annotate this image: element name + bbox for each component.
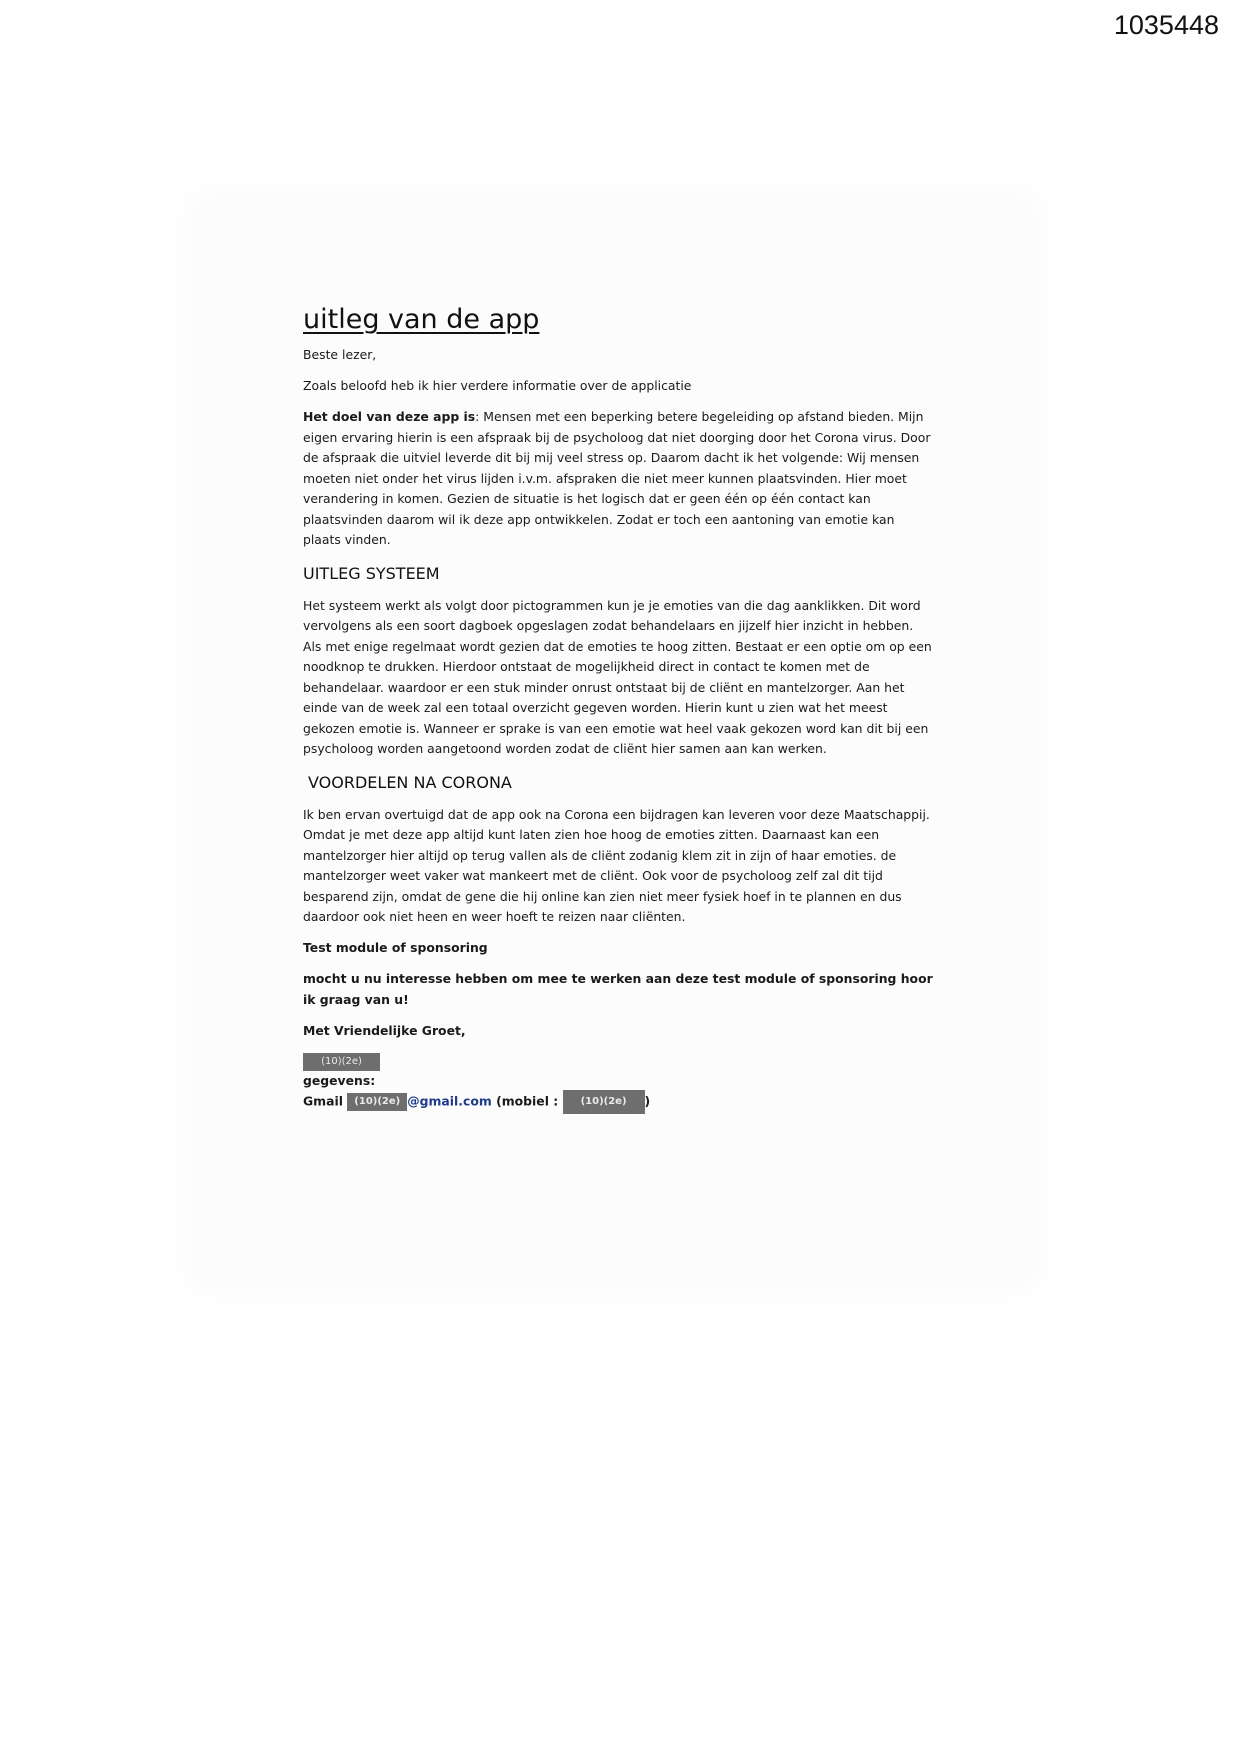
mobile-close: ) <box>644 1093 651 1109</box>
redacted-phone: (10)(2e) <box>563 1090 645 1114</box>
intro-paragraph: Zoals beloofd heb ik hier verdere informatie over de applicatie <box>303 378 692 393</box>
email-domain: @gmail.com <box>407 1093 492 1109</box>
redacted-name: (10)(2e) <box>303 1053 380 1071</box>
goal-text: : Mensen met een beperking betere begeleiding op afstand bieden. Mijn eigen ervaring hierin is een afspraak bij de psycholoog dat niet doorging door het Corona virus. Door de afspraak die uitviel leverde dit bij mij veel stress op. Daarom dacht ik het volgende: Wij mensen moeten niet onder het virus lijden i.v.m. afspraken die niet meer kunnen plaatsvinden. Hier moet verandering in komen. Gezien de situatie is het logisch dat er geen één op één contact kan plaatsvinden daarom wil ik deze app ontwikkelen. Zodat er toch een aantoning van emotie kan plaats vinden. <box>303 409 931 547</box>
goal-paragraph <box>303 407 935 551</box>
greeting: Beste lezer, <box>303 347 377 362</box>
letter-title: uitleg van de app <box>303 304 540 335</box>
signature-block <box>303 1052 935 1115</box>
sponsor-heading: Test module of sponsoring <box>303 940 488 955</box>
section-heading-benefits: VOORDELEN NA CORONA <box>308 772 512 792</box>
section-heading-system: UITLEG SYSTEEM <box>303 563 440 583</box>
mobile-label: (mobiel : <box>491 1093 563 1109</box>
sponsor-paragraph: mocht u nu interesse hebben om mee te werken aan deze test module of sponsoring hoor ik graag van u! <box>303 971 933 1007</box>
letter-content <box>303 302 935 1114</box>
system-paragraph: Het systeem werkt als volgt door pictogrammen kun je je emoties van die dag aanklikken. Dit word vervolgens als een soort dagboek opgeslagen zodat behandelaars en jijzelf hier inzicht in hebben. Als met enige regelmaat wordt gezien dat de emoties te hoog zitten. Bestaat er een optie om op een noodknop te drukken. Hierdoor ontstaat de mogelijkheid direct in contact te komen met de behandelaar. waardoor er een stuk minder onrust ontstaat bij de cliënt en mantelzorger. Aan het einde van de week zal een totaal overzicht gegeven worden. Hierin kunt u zien wat het meest gekozen emotie is. Wanneer er sprake is van een emotie wat heel vaak gekozen word kan dit bij een psycholoog worden aangetoond worden zodat de cliënt hier samen aan kan werken. <box>303 597 932 756</box>
benefits-paragraph: Ik ben ervan overtuigd dat de app ook na Corona een bijdragen kan leveren voor deze Maatschappij. Omdat je met deze app altijd kunt laten zien hoe hoog de emoties zitten. Daarnaast kan een mantelzorger hier altijd op terug vallen als de cliënt zodanig klem zit in zijn of haar emoties. de mantelzorger weet vaker wat mankeert met de cliënt. Ook voor de psycholoog zelf zal dit tijd besparend zijn, omdat de gene die hij online kan zien niet meer fysiek hoef in te plannen en dus daardoor ook niet heen en weer hoeft te reizen naar cliënten. <box>303 806 930 924</box>
redacted-email: (10)(2e) <box>347 1093 407 1111</box>
contact-line <box>303 1090 935 1114</box>
details-label: gegevens: <box>303 1073 376 1088</box>
goal-label: Het doel van deze app is <box>303 409 476 424</box>
closing: Met Vriendelijke Groet, <box>303 1022 466 1038</box>
gmail-label: Gmail <box>303 1093 343 1109</box>
document-number: 1035448 <box>1113 10 1219 40</box>
